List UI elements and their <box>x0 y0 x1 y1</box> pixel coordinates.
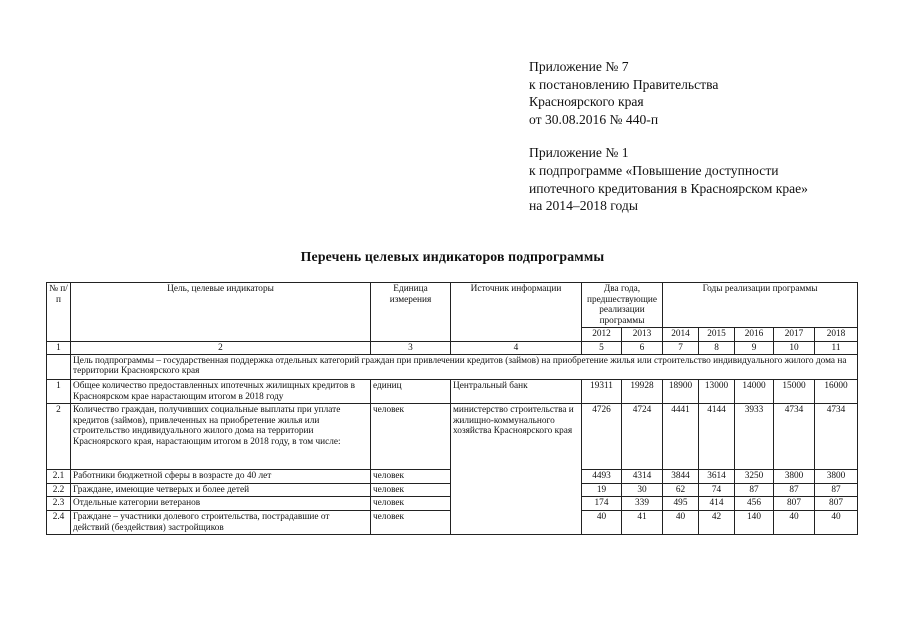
row-value: 16000 <box>815 379 858 403</box>
row-value: 42 <box>699 510 735 534</box>
row-unit: человек <box>371 510 451 534</box>
row-value: 19928 <box>622 379 663 403</box>
header-source: Источник информации <box>451 283 582 342</box>
appendix7-line2: к постановлению Правительства <box>529 76 719 92</box>
row-value: 87 <box>774 483 815 497</box>
row-value: 3933 <box>735 404 774 470</box>
column-number: 2 <box>71 341 371 354</box>
row-unit: человек <box>371 483 451 497</box>
row-value: 15000 <box>774 379 815 403</box>
header-row <box>47 283 858 328</box>
year-cell: 2012 <box>582 328 622 342</box>
row-source: министерство строительства и жилищно-коммунального хозяйства Красноярского края <box>451 404 582 535</box>
row-value: 41 <box>622 510 663 534</box>
appendix-header <box>529 58 889 215</box>
row-unit: человек <box>371 497 451 511</box>
table-row <box>47 404 858 470</box>
column-number: 11 <box>815 341 858 354</box>
row-value: 4734 <box>774 404 815 470</box>
row-value: 140 <box>735 510 774 534</box>
appendix1-line1: Приложение № 1 <box>529 145 629 161</box>
row-name: Граждане – участники долевого строительства, пострадавшие от действий (бездействия) застройщиков <box>71 510 371 534</box>
appendix1-line4: на 2014–2018 годы <box>529 198 638 214</box>
row-value: 495 <box>663 497 699 511</box>
row-value: 4314 <box>622 470 663 484</box>
column-number: 8 <box>699 341 735 354</box>
year-cell: 2013 <box>622 328 663 342</box>
row-value: 62 <box>663 483 699 497</box>
column-number: 4 <box>451 341 582 354</box>
row-value: 40 <box>774 510 815 534</box>
row-value: 3250 <box>735 470 774 484</box>
row-value: 40 <box>663 510 699 534</box>
column-number: 10 <box>774 341 815 354</box>
row-value: 4441 <box>663 404 699 470</box>
goal-text: Цель подпрограммы – государственная поддержка отдельных категорий граждан при привлечении кредитов (займов) на приобретение жилья или строительство индивидуального жилого дома на территории Красноярского края <box>71 354 858 379</box>
row-value: 4724 <box>622 404 663 470</box>
year-cell: 2016 <box>735 328 774 342</box>
appendix1-line3: ипотечного кредитования в Красноярском крае» <box>529 180 808 196</box>
row-num: 2.4 <box>47 510 71 534</box>
row-num: 2.3 <box>47 497 71 511</box>
row-value: 4734 <box>815 404 858 470</box>
row-value: 40 <box>582 510 622 534</box>
year-cell: 2014 <box>663 328 699 342</box>
row-num: 1 <box>47 379 71 403</box>
header-goal: Цель, целевые индикаторы <box>71 283 371 342</box>
row-source: Центральный банк <box>451 379 582 403</box>
row-value: 4726 <box>582 404 622 470</box>
row-value: 3844 <box>663 470 699 484</box>
year-cell: 2018 <box>815 328 858 342</box>
row-value: 3800 <box>815 470 858 484</box>
row-num: 2.1 <box>47 470 71 484</box>
row-value: 807 <box>774 497 815 511</box>
row-value: 87 <box>735 483 774 497</box>
appendix7-line4: от 30.08.2016 № 440-п <box>529 111 659 127</box>
row-unit: человек <box>371 404 451 470</box>
header-num: № п/п <box>47 283 71 342</box>
header-prev-years: Два года, предшествующие реализации программы <box>582 283 663 328</box>
row-value: 339 <box>622 497 663 511</box>
column-number: 7 <box>663 341 699 354</box>
row-value: 414 <box>699 497 735 511</box>
row-value: 4144 <box>699 404 735 470</box>
row-value: 18900 <box>663 379 699 403</box>
column-number: 1 <box>47 341 71 354</box>
appendix7-line3: Красноярского края <box>529 94 644 110</box>
row-value: 3614 <box>699 470 735 484</box>
column-number: 9 <box>735 341 774 354</box>
row-value: 13000 <box>699 379 735 403</box>
row-num: 2.2 <box>47 483 71 497</box>
row-value: 40 <box>815 510 858 534</box>
row-value: 74 <box>699 483 735 497</box>
column-number: 5 <box>582 341 622 354</box>
row-value: 30 <box>622 483 663 497</box>
appendix7-line1: Приложение № 7 <box>529 59 629 74</box>
row-name: Отдельные категории ветеранов <box>71 497 371 511</box>
row-value: 807 <box>815 497 858 511</box>
goal-row <box>47 354 858 379</box>
row-unit: единиц <box>371 379 451 403</box>
row-name: Количество граждан, получивших социальные выплаты при уплате кредитов (займов), привлеченных на приобретение жилья или строительство индивидуального жилого дома на территории Красноярского края, нарастающим итогом в 2018 году, в том числе: <box>71 404 371 470</box>
row-value: 174 <box>582 497 622 511</box>
appendix1-line2: к подпрограмме «Повышение доступности <box>529 162 779 178</box>
column-number: 6 <box>622 341 663 354</box>
row-num: 2 <box>47 404 71 470</box>
column-number: 3 <box>371 341 451 354</box>
header-impl-years: Годы реализации программы <box>663 283 858 328</box>
row-name: Работники бюджетной сферы в возрасте до 40 лет <box>71 470 371 484</box>
row-value: 19311 <box>582 379 622 403</box>
document-title: Перечень целевых индикаторов подпрограммы <box>300 249 605 264</box>
header-unit: Единица измерения <box>371 283 451 342</box>
row-unit: человек <box>371 470 451 484</box>
row-value: 456 <box>735 497 774 511</box>
year-cell: 2015 <box>699 328 735 342</box>
row-value: 3800 <box>774 470 815 484</box>
year-cell: 2017 <box>774 328 815 342</box>
column-numbers-row <box>47 341 858 354</box>
row-value: 14000 <box>735 379 774 403</box>
row-value: 4493 <box>582 470 622 484</box>
row-value: 87 <box>815 483 858 497</box>
row-value: 19 <box>582 483 622 497</box>
indicators-table <box>46 282 858 535</box>
table-row <box>47 379 858 403</box>
row-name: Граждане, имеющие четверых и более детей <box>71 483 371 497</box>
row-name: Общее количество предоставленных ипотечных жилищных кредитов в Красноярском крае нарастающим итогом в 2018 году <box>71 379 371 403</box>
